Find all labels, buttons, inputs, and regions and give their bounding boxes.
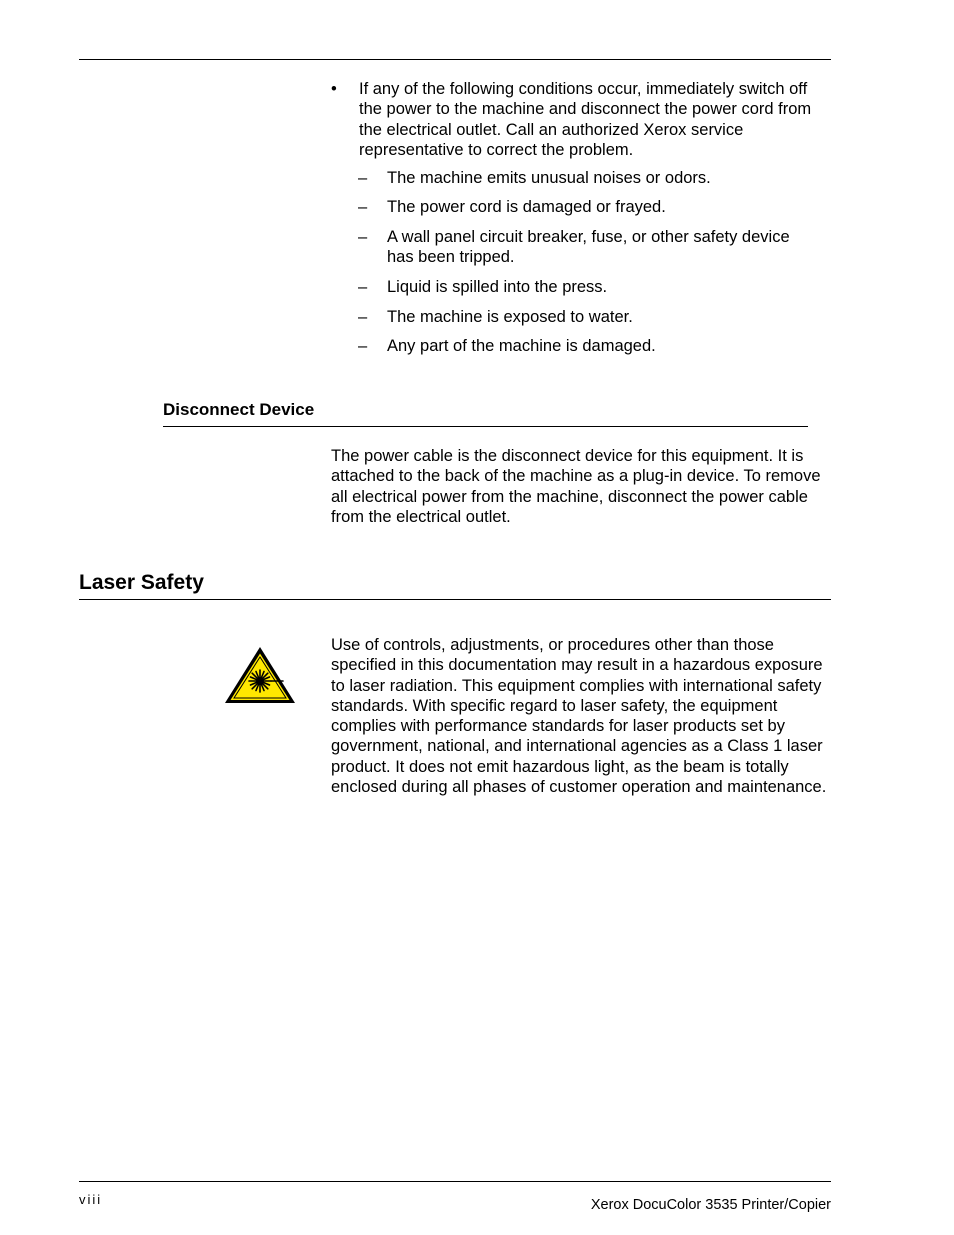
footer-product-name: Xerox DocuColor 3535 Printer/Copier [590, 1197, 831, 1213]
list-item-text: The machine is exposed to water. [387, 308, 633, 326]
list-item-text: Any part of the machine is damaged. [387, 337, 656, 355]
laser-warning-icon [223, 645, 297, 705]
list-item [358, 197, 818, 217]
section-heading-disconnect-device: Disconnect Device [163, 400, 315, 419]
list-item [358, 336, 818, 356]
bullet-text: If any of the following conditions occur, immediately switch off the power to the machine and disconnect the power cord from the electrical outlet. Call an authorized Xerox service representative to correct the problem. [359, 80, 812, 159]
top-rule [79, 59, 831, 60]
list-item-text: A wall panel circuit breaker, fuse, or other safety device has been tripped. [387, 228, 790, 267]
dash-marker: – [358, 228, 368, 246]
section-heading-laser-safety: Laser Safety [79, 571, 204, 594]
list-item [358, 277, 818, 297]
footer-rule [79, 1181, 831, 1182]
list-item [358, 227, 818, 268]
list-item [358, 307, 818, 327]
page-number: viii [79, 1192, 103, 1207]
dash-marker: – [358, 169, 368, 187]
bullet-marker: • [331, 80, 337, 98]
section-rule [79, 599, 831, 600]
list-item-text: The machine emits unusual noises or odors. [387, 169, 711, 187]
list-item-text: The power cord is damaged or frayed. [387, 198, 666, 216]
dash-marker: – [358, 278, 368, 296]
dash-marker: – [358, 337, 368, 355]
list-item-text: Liquid is spilled into the press. [387, 278, 608, 296]
dash-marker: – [358, 308, 368, 326]
disconnect-body: The power cable is the disconnect device for this equipment. It is attached to the back of the machine as a plug-in device. To remove all electrical power from the machine, disconnect the power cable from the electrical outlet. [331, 447, 821, 526]
section-rule [163, 426, 808, 427]
laser-body: Use of controls, adjustments, or procedures other than those specified in this documentation may result in a hazardous exposure to laser radiation. This equipment complies with international safety standards. With specific regard to laser safety, the equipment complies with performance standards for laser products set by government, national, and international agencies as a Class 1 laser product. It does not emit hazardous light, as the beam is totally enclosed during all phases of customer operation and maintenance. [331, 636, 827, 797]
list-item [358, 168, 818, 188]
dash-marker: – [358, 198, 368, 216]
